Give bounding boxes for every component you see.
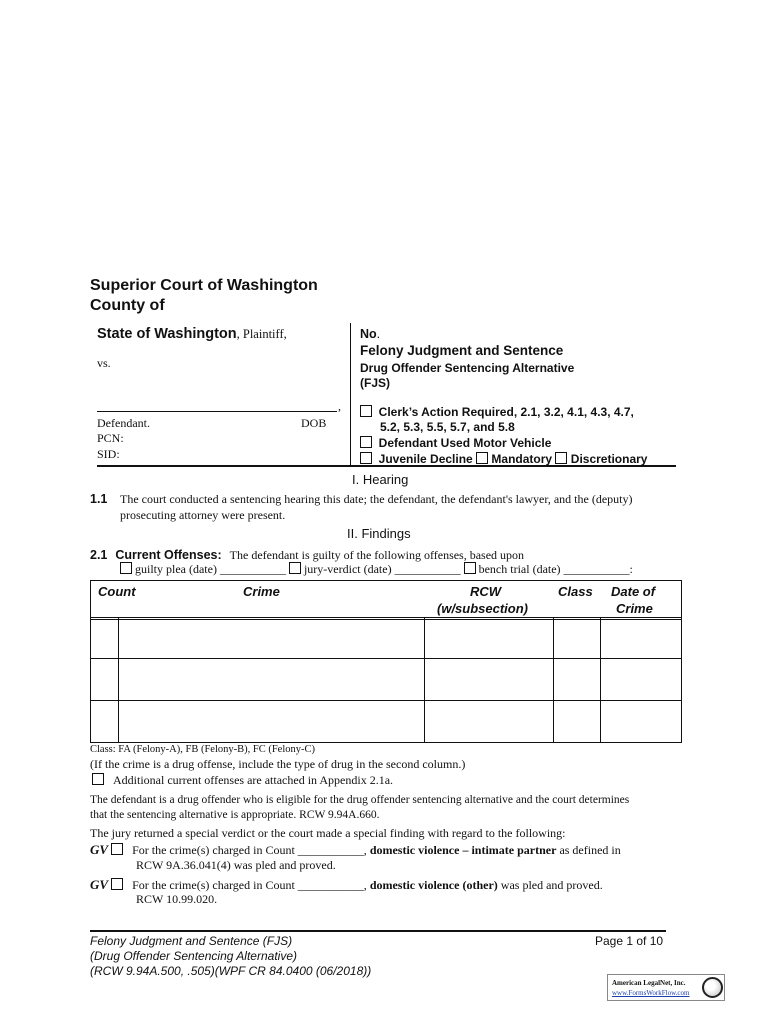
defendant-name-line[interactable] <box>97 411 337 412</box>
mandatory-checkbox[interactable] <box>476 452 488 464</box>
legalnet-logo[interactable] <box>607 974 725 1001</box>
gv-intimate-partner-line2: RCW 9A.36.041(4) was pled and proved. <box>136 858 336 872</box>
current-offenses-line: 2.1 Current Offenses: The defendant is guilty of the following offenses, based upon <box>90 548 525 562</box>
clerk-action-line2: 5.2, 5.3, 5.5, 5.7, and 5.8 <box>380 420 515 434</box>
case-abbr: (FJS) <box>360 376 390 390</box>
defendant-label: Defendant. <box>97 416 150 430</box>
logo-globe-icon <box>702 977 723 998</box>
col-crime: Crime <box>243 584 280 599</box>
motor-vehicle-checkbox[interactable] <box>360 436 372 448</box>
hearing-number: 1.1 <box>90 492 108 506</box>
page-number: Page 1 of 10 <box>595 934 664 948</box>
drug-note: (If the crime is a drug offense, include the type of drug in the second column.) <box>90 757 466 771</box>
plaintiff-role: , Plaintiff, <box>236 327 287 341</box>
clerk-action-check: Clerk’s Action Required, 2.1, 3.2, 4.1, 4.3, 4.7, <box>360 405 634 419</box>
logo-url: www.FormsWorkFlow.com <box>612 989 690 997</box>
gv-label: GV <box>90 877 109 892</box>
col-class: Class <box>558 584 593 599</box>
caption-divider <box>350 323 351 465</box>
special-verdict-text: The jury returned a special verdict or the court made a special finding with regard to the following: <box>90 826 566 840</box>
pcn-label: PCN: <box>97 431 124 445</box>
hearing-text-1: The court conducted a sentencing hearing this date; the defendant, the defendant's lawyer, and the (deputy) <box>120 492 633 506</box>
motor-vehicle-check: Defendant Used Motor Vehicle <box>360 436 551 450</box>
table-row[interactable] <box>91 701 681 742</box>
juvenile-decline-check: Juvenile Decline Mandatory Discretionary <box>360 452 647 466</box>
case-number-label: No <box>360 327 377 341</box>
clerk-action-checkbox[interactable] <box>360 405 372 417</box>
footer-form-title: Felony Judgment and Sentence (FJS) <box>90 934 293 948</box>
plea-options: guilty plea (date) ___________ jury-verdict (date) ___________ bench trial (date) ___________: <box>120 562 633 577</box>
logo-company: American LegalNet, Inc. <box>612 979 686 987</box>
col-date-2: Crime <box>616 601 653 616</box>
additional-offenses-checkbox[interactable] <box>92 773 104 785</box>
gv-other-checkbox[interactable] <box>111 878 123 890</box>
footer-form-subtitle: (Drug Offender Sentencing Alternative) <box>90 949 297 963</box>
col-count: Count <box>98 584 136 599</box>
findings-heading: II. Findings <box>347 526 411 541</box>
class-note: Class: FA (Felony-A), FB (Felony-B), FC (Felony-C) <box>90 744 315 755</box>
defendant-name-comma: , <box>338 399 341 413</box>
county-label: County of <box>90 297 165 314</box>
col-rcw: RCW <box>470 584 502 599</box>
jury-verdict-checkbox[interactable] <box>289 562 301 574</box>
gv-other-line2: RCW 10.99.020. <box>136 892 218 906</box>
plaintiff-name: State of Washington <box>97 326 237 342</box>
col-rcw-sub: (w/subsection) <box>437 601 529 616</box>
col-date: Date of <box>611 584 656 599</box>
gv-intimate-partner: GV For the crime(s) charged in Count ___________, domestic violence – intimate partner as defined in <box>90 842 621 857</box>
bench-trial-checkbox[interactable] <box>464 562 476 574</box>
court-title: Superior Court of Washington <box>90 277 318 294</box>
case-title: Felony Judgment and Sentence <box>360 343 564 358</box>
gv-label: GV <box>90 842 109 857</box>
hearing-heading: I. Hearing <box>352 472 409 487</box>
footer-rule <box>90 930 666 932</box>
gv-intimate-partner-checkbox[interactable] <box>111 843 123 855</box>
gv-other: GV For the crime(s) charged in Count ___________, domestic violence (other) was pled and proved. <box>90 877 603 892</box>
eligible-text-2: that the sentencing alternative is appropriate. RCW 9.94A.660. <box>90 809 380 821</box>
guilty-plea-checkbox[interactable] <box>120 562 132 574</box>
eligible-text-1: The defendant is a drug offender who is eligible for the drug offender sentencing alternative and the court determines <box>90 794 630 806</box>
footer-form-citation: (RCW 9.94A.500, .505)(WPF CR 84.0400 (06/2018)) <box>90 964 372 978</box>
case-subtitle: Drug Offender Sentencing Alternative <box>360 361 575 375</box>
dob-label: DOB <box>301 416 327 430</box>
vs-label: vs. <box>97 356 111 370</box>
plaintiff-line <box>97 325 287 343</box>
juvenile-decline-checkbox[interactable] <box>360 452 372 464</box>
sid-label: SID: <box>97 447 120 461</box>
table-row[interactable] <box>91 659 681 700</box>
table-row[interactable] <box>91 620 681 658</box>
additional-offenses: Additional current offenses are attached in Appendix 2.1a. <box>92 773 393 788</box>
case-number[interactable]: No. <box>360 327 381 341</box>
current-offenses-title: Current Offenses <box>115 548 218 562</box>
hearing-text-2: prosecuting attorney were present. <box>120 508 286 522</box>
discretionary-checkbox[interactable] <box>555 452 567 464</box>
